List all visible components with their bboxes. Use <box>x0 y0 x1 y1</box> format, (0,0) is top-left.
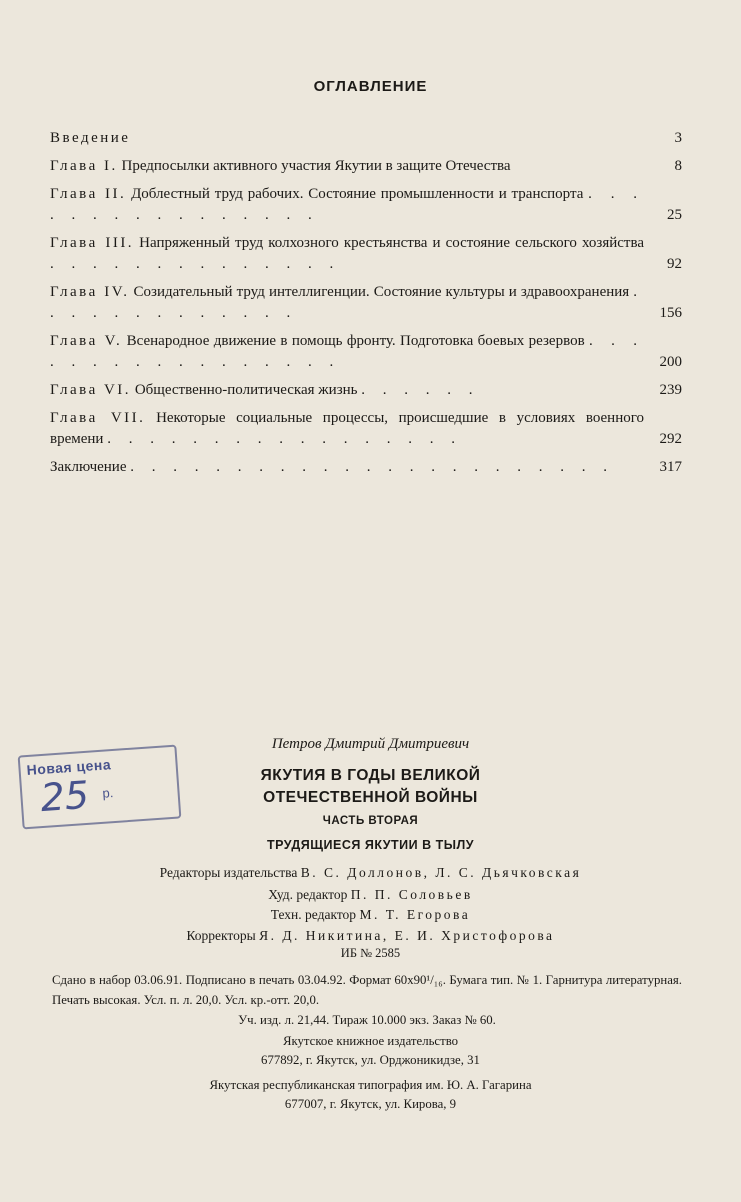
editors-credit <box>0 865 741 881</box>
printer-name: Якутская республиканская типография им. Ю. А. Гагарина <box>209 1078 532 1092</box>
table-of-contents <box>50 128 682 485</box>
credit-label: Техн. редактор <box>270 907 357 922</box>
book-title <box>0 765 741 809</box>
print-details-line-2: Уч. изд. л. 21,44. Тираж 10.000 экз. Заказ № 60. <box>238 1013 496 1027</box>
toc-entry-intro <box>50 128 682 149</box>
credit-label: Корректоры <box>186 928 256 943</box>
toc-entry-page: 317 <box>659 459 682 475</box>
stamp-price: 25 <box>39 772 91 821</box>
toc-entry-prefix: Глава III. <box>50 235 135 251</box>
toc-entry-page: 156 <box>659 305 682 321</box>
credit-label: Редакторы издательства <box>159 865 298 880</box>
credit-names: П. П. Соловьев <box>350 887 473 902</box>
leader-dots: . . . . . . . . . . . . . . . . . <box>107 431 462 447</box>
leader-dots: . . . . . . <box>361 382 480 398</box>
toc-entry-prefix: Глава VII. <box>50 410 146 426</box>
publisher-name: Якутское книжное издательство <box>282 1034 459 1048</box>
toc-entry-page: 25 <box>667 207 682 223</box>
toc-entry-page: 3 <box>674 130 682 146</box>
toc-entry-title: Доблестный труд рабочих. Состояние промышленности и транспорта <box>131 186 584 202</box>
book-part: ЧАСТЬ ВТОРАЯ <box>322 815 419 827</box>
toc-entry-title: Напряженный труд колхозного крестьянства и состояние сельского хозяйства <box>139 235 644 251</box>
leader-dots: . . . . . . . . . . . . . . . . . <box>50 333 645 370</box>
toc-entry-chapter-4 <box>50 282 682 324</box>
toc-entry-page: 200 <box>659 354 682 370</box>
toc-entry-page: 92 <box>667 256 682 272</box>
book-subtitle: ТРУДЯЩИЕСЯ ЯКУТИИ В ТЫЛУ <box>266 838 475 852</box>
toc-entry-prefix: Глава V. <box>50 333 123 349</box>
toc-entry-prefix: Глава II. <box>50 186 127 202</box>
publisher-address: 677892, г. Якутск, ул. Орджоникидзе, 31 <box>261 1053 480 1067</box>
toc-entry-prefix: Глава VI. <box>50 382 132 398</box>
stamp-label: Новая цена <box>26 756 112 779</box>
stamp-currency: р. <box>101 785 114 801</box>
credit-names: Я. Д. Никитина, Е. И. Христофорова <box>259 928 555 943</box>
leader-dots: . . . . . . . . . . . . . . . . . . . . . . . <box>130 459 614 475</box>
toc-entry-chapter-5 <box>50 331 682 373</box>
toc-entry-title: Некоторые социальные процессы, происшедшие в условиях военного времени <box>50 410 645 447</box>
toc-entry-chapter-3 <box>50 233 682 275</box>
toc-entry-title: Всенародное движение в помощь фронту. Подготовка боевых резервов <box>126 333 585 349</box>
book-title-line-1: ЯКУТИЯ В ГОДЫ ВЕЛИКОЙ <box>260 767 481 784</box>
toc-entry-title: Предпосылки активного участия Якутии в защите Отечества <box>121 158 511 174</box>
toc-entry-title: Созидательный труд интеллигенции. Состояние культуры и здравоохранения <box>133 284 630 300</box>
toc-heading: ОГЛАВЛЕНИЕ <box>313 78 428 95</box>
toc-entry-page: 239 <box>659 382 682 398</box>
author-name: Петров Дмитрий Дмитриевич <box>271 736 470 752</box>
toc-entry-page: 8 <box>674 158 682 174</box>
toc-entry-title: Введение <box>50 130 131 146</box>
toc-entry-title: Общественно-политическая жизнь <box>134 382 358 398</box>
correctors-credit <box>0 928 741 944</box>
toc-entry-prefix: Глава IV. <box>50 284 130 300</box>
leader-dots: . . . . . . . . . . . . . . <box>50 256 341 272</box>
credit-names: В. С. Доллонов, Л. С. Дьячковская <box>300 865 582 880</box>
toc-entry-page: 292 <box>659 431 682 447</box>
book-title-line-2: ОТЕЧЕСТВЕННОЙ ВОЙНЫ <box>263 789 478 806</box>
credit-label: Худ. редактор <box>268 887 348 902</box>
toc-entry-chapter-1 <box>50 156 682 177</box>
toc-entry-conclusion <box>50 457 682 478</box>
ib-number: ИБ № 2585 <box>340 946 401 960</box>
toc-entry-chapter-6 <box>50 380 682 401</box>
art-editor-credit <box>0 887 741 903</box>
leader-dots: . . . . . . . . . . . . . . . . <box>50 186 644 223</box>
toc-entry-prefix: Глава I. <box>50 158 118 174</box>
print-details-line-1: Сдано в набор 03.06.91. Подписано в печать 03.04.92. Формат 60х90¹/₁₆. Бумага тип. № 1. Гарнитура литературная. Печать высокая. Усл. п. л. 20,0. Усл. кр.-отт. 20,0. <box>52 973 682 1007</box>
tech-editor-credit <box>0 907 741 923</box>
printer-address: 677007, г. Якутск, ул. Кирова, 9 <box>284 1097 457 1111</box>
toc-entry-title: Заключение <box>50 459 127 475</box>
credit-names: М. Т. Егорова <box>359 907 471 922</box>
toc-entry-chapter-7 <box>50 408 682 450</box>
print-details <box>52 970 682 1030</box>
leader-dots: . . . . . . . . . . . . . <box>50 284 645 321</box>
toc-entry-chapter-2 <box>50 184 682 226</box>
